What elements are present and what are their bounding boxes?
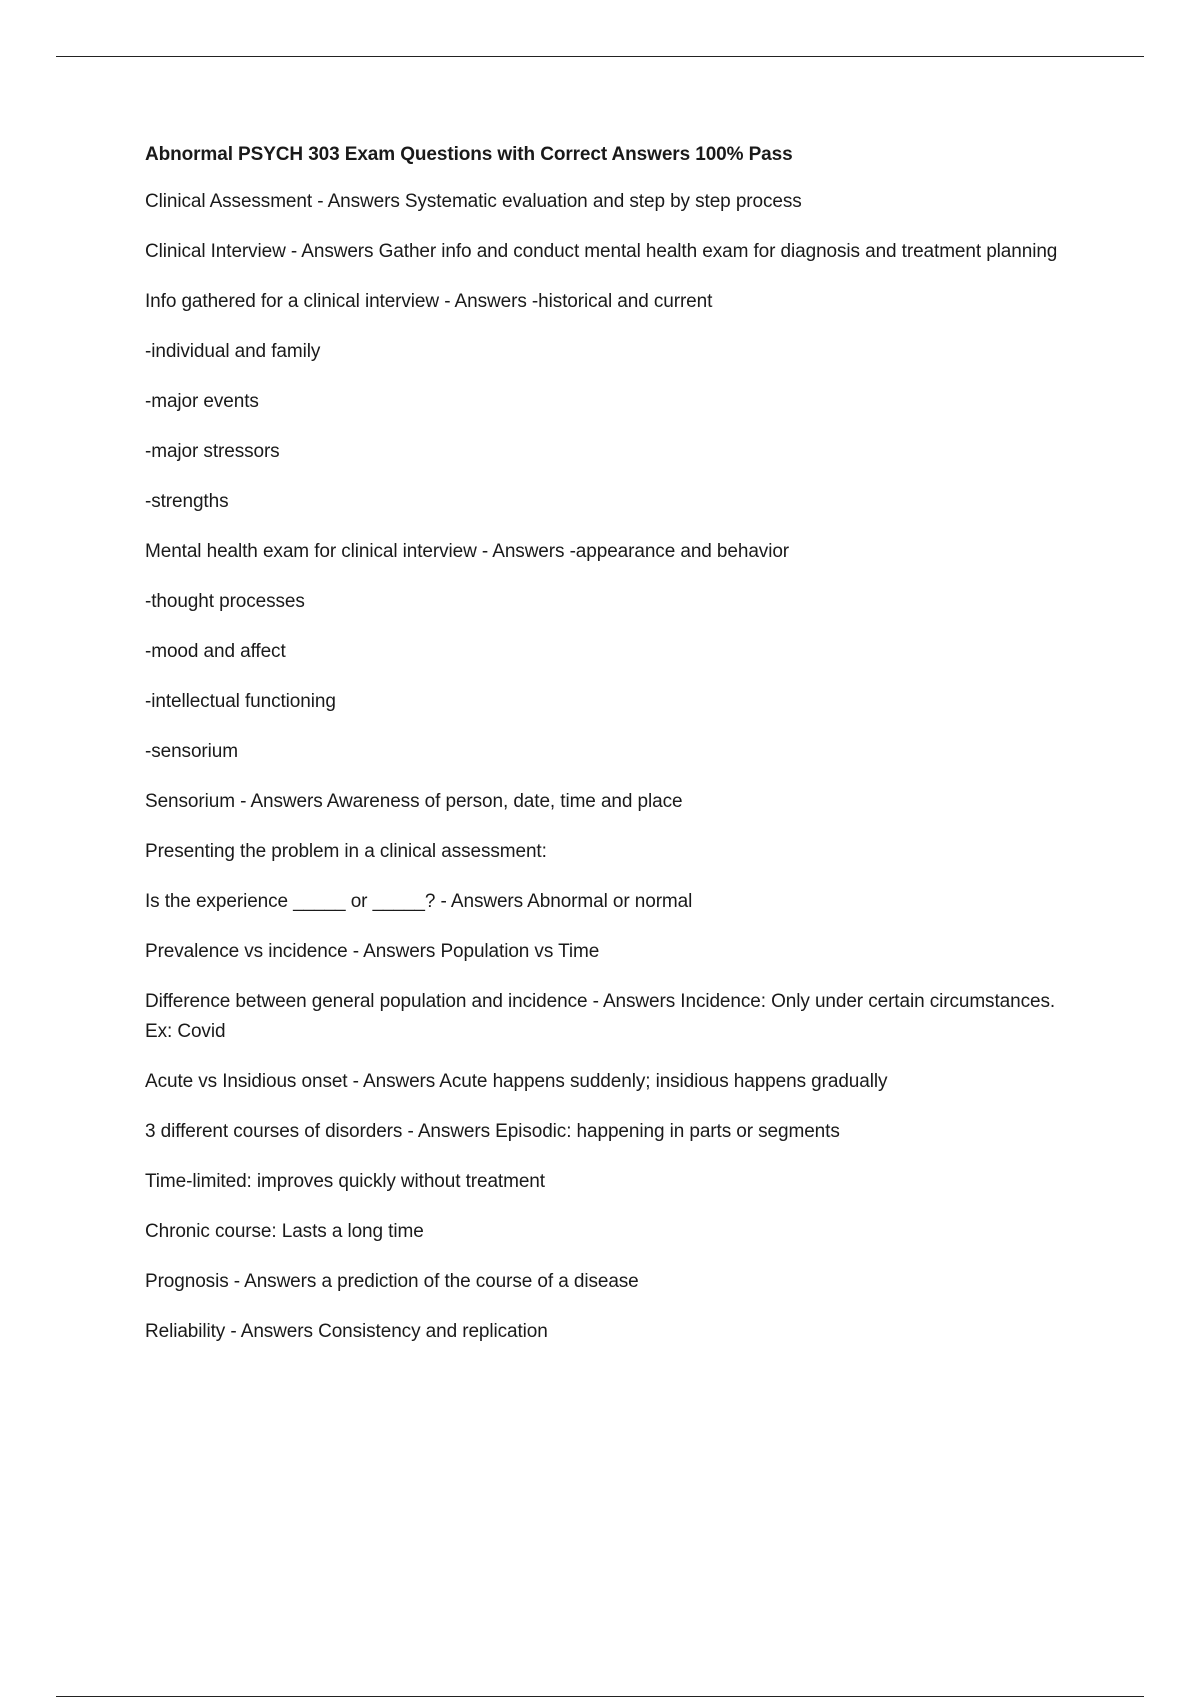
text-line: Reliability - Answers Consistency and replication xyxy=(145,1321,548,1342)
text-line: -major events xyxy=(145,391,259,412)
text-line: -individual and family xyxy=(145,341,321,362)
text-line: -sensorium xyxy=(145,741,238,762)
text-line: -strengths xyxy=(145,491,229,512)
footer-rule xyxy=(56,1696,1144,1697)
text-line: Clinical Assessment - Answers Systematic evaluation and step by step process xyxy=(145,191,802,212)
text-line: Clinical Interview - Answers Gather info and conduct mental health exam for diagnosis and treatment planning xyxy=(145,241,1058,262)
text-line: Mental health exam for clinical interview - Answers -appearance and behavior xyxy=(145,541,790,562)
text-line: -intellectual functioning xyxy=(145,691,336,712)
text-line: Time-limited: improves quickly without treatment xyxy=(145,1171,545,1192)
text-line: Chronic course: Lasts a long time xyxy=(145,1221,424,1242)
text-line: Prevalence vs incidence - Answers Population vs Time xyxy=(145,941,600,962)
text-line: -major stressors xyxy=(145,441,280,462)
text-line: Acute vs Insidious onset - Answers Acute happens suddenly; insidious happens gradually xyxy=(145,1071,888,1092)
text-line: Is the experience _____ or _____? - Answers Abnormal or normal xyxy=(145,891,693,912)
document-body xyxy=(145,141,1085,1367)
text-line: Presenting the problem in a clinical assessment: xyxy=(145,841,547,862)
text-line: -thought processes xyxy=(145,591,305,612)
text-line: Sensorium - Answers Awareness of person, date, time and place xyxy=(145,791,683,812)
text-line: -mood and affect xyxy=(145,641,286,662)
text-line: Info gathered for a clinical interview - Answers -historical and current xyxy=(145,291,713,312)
text-line: 3 different courses of disorders - Answers Episodic: happening in parts or segments xyxy=(145,1121,840,1142)
text-line: Difference between general population and incidence - Answers Incidence: Only under certain circumstances. Ex: Covid xyxy=(145,991,1056,1042)
header-rule xyxy=(56,56,1144,57)
document-title: Abnormal PSYCH 303 Exam Questions with Correct Answers 100% Pass xyxy=(145,144,793,165)
text-line: Prognosis - Answers a prediction of the course of a disease xyxy=(145,1271,639,1292)
